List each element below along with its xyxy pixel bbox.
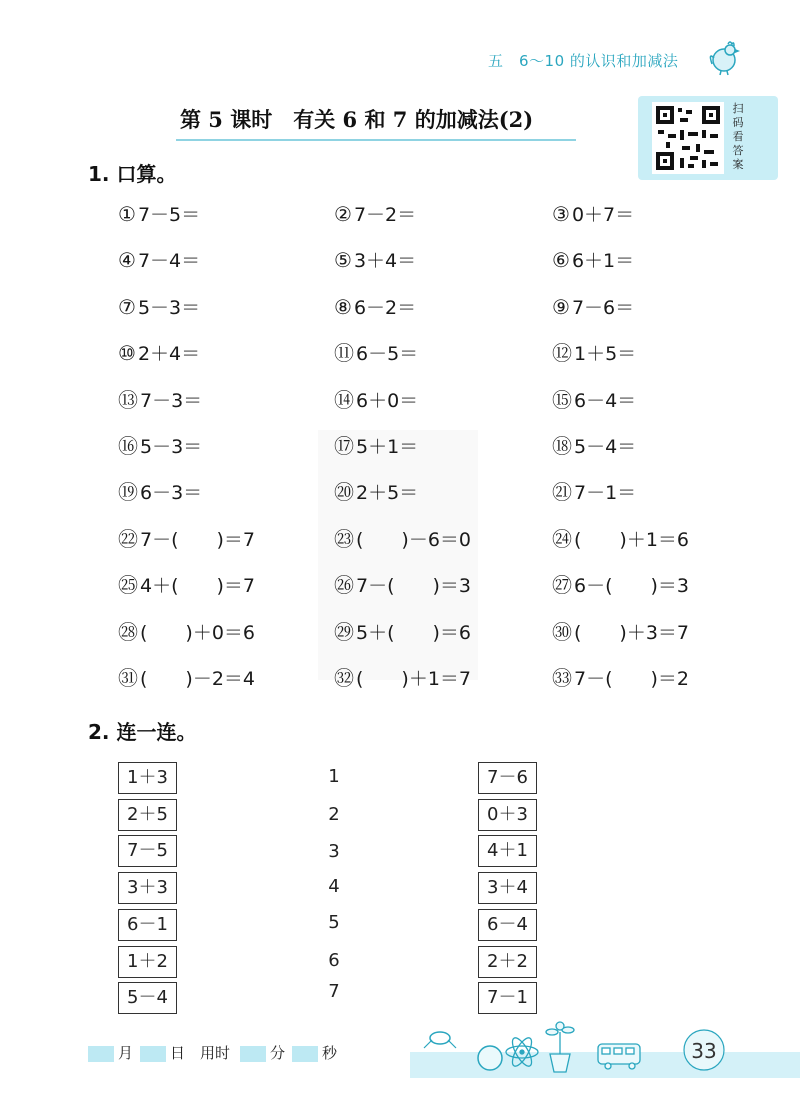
item-number: ⑮ [552, 387, 572, 412]
arithmetic-item[interactable] [552, 198, 762, 230]
item-number: ⑩ [118, 341, 136, 366]
arithmetic-item[interactable] [118, 430, 328, 462]
item-number: ④ [118, 248, 136, 273]
item-number: ⑥ [552, 248, 570, 273]
middle-number[interactable]: 1 [328, 766, 340, 787]
day-label: 日 [170, 1044, 186, 1062]
qr-caption-char: 看 [732, 130, 744, 143]
item-number: ⑳ [334, 480, 354, 505]
item-number: ⑨ [552, 294, 570, 319]
right-expression-box[interactable]: 2＋2 [478, 946, 537, 978]
item-expression: ( )＋3＝7 [574, 621, 690, 644]
day-blank[interactable] [140, 1046, 166, 1062]
arithmetic-item[interactable] [118, 291, 328, 323]
middle-number[interactable]: 5 [328, 912, 340, 933]
item-expression: 5－3＝ [140, 436, 203, 458]
arithmetic-item[interactable] [118, 662, 328, 694]
item-number: ⑤ [334, 248, 352, 273]
time-used-label: 用时 [200, 1044, 231, 1062]
item-number: ⑯ [118, 434, 138, 458]
arithmetic-item[interactable] [334, 384, 544, 416]
time-record-bar [88, 1040, 388, 1066]
middle-number[interactable]: 4 [328, 876, 340, 897]
item-expression: 1＋5＝ [574, 343, 637, 366]
question-1-heading: 1. 口算。 [88, 162, 177, 186]
item-number: ⑭ [334, 387, 354, 412]
item-number: ㉚ [552, 619, 572, 644]
title-underline [176, 139, 576, 141]
arithmetic-item[interactable] [552, 384, 762, 416]
item-expression: 5＋( )＝6 [356, 621, 472, 644]
arithmetic-item[interactable] [334, 476, 544, 508]
qr-caption-char: 码 [732, 116, 744, 129]
item-expression: 5＋1＝ [356, 436, 419, 458]
item-expression: 7－3＝ [140, 389, 203, 412]
rooster-mascot-icon [706, 38, 744, 76]
item-number: ② [334, 202, 352, 226]
item-number: ㉙ [334, 619, 354, 644]
item-expression: 7－5＝ [137, 204, 201, 226]
minute-blank[interactable] [240, 1046, 266, 1062]
item-number: ㉔ [552, 526, 572, 551]
qr-caption [728, 102, 748, 172]
item-number: ⑪ [334, 341, 354, 366]
item-expression: 3＋4＝ [353, 250, 417, 273]
arithmetic-item[interactable] [118, 523, 328, 555]
item-expression: 7－( )＝3 [356, 575, 472, 598]
arithmetic-item[interactable] [552, 337, 762, 369]
arithmetic-item[interactable] [552, 244, 762, 276]
right-expression-box[interactable]: 3＋4 [478, 872, 537, 904]
item-expression: 7－1＝ [574, 482, 637, 505]
arithmetic-item[interactable] [334, 337, 544, 369]
arithmetic-item[interactable] [118, 616, 328, 648]
left-expression-box[interactable]: 6－1 [118, 909, 177, 941]
item-number: ① [118, 202, 136, 226]
arithmetic-item[interactable] [334, 523, 544, 555]
item-expression: 6－4＝ [574, 389, 637, 412]
item-expression: 4＋( )＝7 [140, 575, 256, 598]
chapter-heading: 五 6～10 的认识和加减法 [488, 52, 679, 70]
middle-number[interactable]: 2 [328, 804, 340, 825]
arithmetic-item[interactable] [552, 476, 762, 508]
left-expression-box[interactable]: 1＋3 [118, 762, 177, 794]
arithmetic-item[interactable] [552, 569, 762, 601]
item-expression: 7－4＝ [137, 250, 201, 273]
item-expression: 6－2＝ [353, 296, 417, 319]
item-number: ㉜ [334, 666, 354, 690]
left-expression-box[interactable]: 3＋3 [118, 872, 177, 904]
middle-number[interactable]: 3 [328, 841, 340, 862]
qr-panel[interactable] [638, 96, 778, 180]
arithmetic-item[interactable] [334, 616, 544, 648]
lesson-title: 第 5 课时 有关 6 和 7 的加减法(2) [180, 107, 534, 132]
item-expression: 2＋4＝ [137, 343, 201, 366]
item-number: ⑦ [118, 294, 136, 319]
footer-decoration [410, 1018, 800, 1078]
item-expression: ( )＋1＝7 [356, 668, 472, 690]
item-number: ㉗ [552, 573, 572, 598]
item-expression: 5－4＝ [574, 436, 637, 458]
item-expression: ( )－6＝0 [356, 528, 472, 551]
arithmetic-item[interactable] [118, 337, 328, 369]
item-expression: 6－5＝ [356, 343, 419, 366]
item-expression: 0＋7＝ [571, 204, 635, 226]
second-blank[interactable] [292, 1046, 318, 1062]
arithmetic-item[interactable] [334, 569, 544, 601]
item-expression: ( )＋0＝6 [140, 621, 256, 644]
left-expression-box[interactable]: 1＋2 [118, 946, 177, 978]
arithmetic-item[interactable] [552, 291, 762, 323]
item-number: ㉘ [118, 619, 138, 644]
left-expression-box[interactable]: 2＋5 [118, 799, 177, 831]
qr-caption-char: 案 [732, 158, 744, 171]
arithmetic-item[interactable] [334, 662, 544, 694]
item-number: ⑫ [552, 341, 572, 366]
arithmetic-item[interactable] [118, 244, 328, 276]
question-2-heading: 2. 连一连。 [88, 720, 197, 744]
item-number: ㉖ [334, 573, 354, 598]
item-expression: ( )－2＝4 [140, 668, 256, 690]
minute-label: 分 [270, 1044, 286, 1062]
arithmetic-item[interactable] [118, 384, 328, 416]
item-number: ⑲ [118, 480, 138, 505]
middle-number[interactable]: 7 [328, 981, 340, 1002]
right-expression-box[interactable]: 7－6 [478, 762, 537, 794]
item-number: ㉒ [118, 526, 138, 551]
arithmetic-item[interactable] [334, 244, 544, 276]
left-expression-box[interactable]: 7－5 [118, 835, 177, 867]
item-number: ㉑ [552, 480, 572, 505]
right-expression-box[interactable]: 0＋3 [478, 799, 537, 831]
month-blank[interactable] [88, 1046, 114, 1062]
arithmetic-item[interactable] [334, 291, 544, 323]
item-number: ⑱ [552, 434, 572, 458]
right-expression-box[interactable]: 4＋1 [478, 835, 537, 867]
item-expression: 5－3＝ [137, 296, 201, 319]
item-expression: 6－( )＝3 [574, 575, 690, 598]
qr-caption-char: 扫 [732, 102, 744, 115]
item-expression: 6－3＝ [140, 482, 203, 505]
arithmetic-item[interactable] [334, 430, 544, 462]
arithmetic-item[interactable] [118, 569, 328, 601]
item-number: ㉝ [552, 666, 572, 690]
left-expression-box[interactable]: 5－4 [118, 982, 177, 1014]
ufo-icon [430, 1032, 450, 1044]
item-number: ⑰ [334, 434, 354, 458]
globe-icon [478, 1046, 502, 1070]
middle-number[interactable]: 6 [328, 950, 340, 971]
item-expression: 7－( )＝7 [140, 528, 256, 551]
arithmetic-item[interactable] [334, 198, 544, 230]
item-expression: 7－2＝ [353, 204, 417, 226]
month-label: 月 [118, 1044, 134, 1062]
arithmetic-item[interactable] [118, 476, 328, 508]
page-number: 33 [691, 1039, 717, 1063]
arithmetic-item[interactable] [118, 198, 328, 230]
item-number: ⑬ [118, 387, 138, 412]
item-expression: 2＋5＝ [356, 482, 419, 505]
arithmetic-item[interactable] [552, 430, 762, 462]
arithmetic-item[interactable] [552, 523, 762, 555]
item-expression: 7－( )＝2 [574, 668, 690, 690]
item-expression: 7－6＝ [571, 296, 635, 319]
qr-code-icon[interactable] [652, 102, 724, 174]
item-expression: ( )＋1＝6 [574, 528, 690, 551]
item-number: ③ [552, 202, 570, 226]
arithmetic-item[interactable] [552, 616, 762, 648]
right-expression-box[interactable]: 6－4 [478, 909, 537, 941]
qr-caption-char: 答 [732, 144, 744, 157]
item-number: ㉓ [334, 526, 354, 551]
item-number: ⑧ [334, 294, 352, 319]
second-label: 秒 [322, 1044, 338, 1062]
arithmetic-item[interactable] [552, 662, 762, 694]
item-expression: 6＋0＝ [356, 389, 419, 412]
item-expression: 6＋1＝ [571, 250, 635, 273]
item-number: ㉕ [118, 573, 138, 598]
right-expression-box[interactable]: 7－1 [478, 982, 537, 1014]
item-number: ㉛ [118, 666, 138, 690]
